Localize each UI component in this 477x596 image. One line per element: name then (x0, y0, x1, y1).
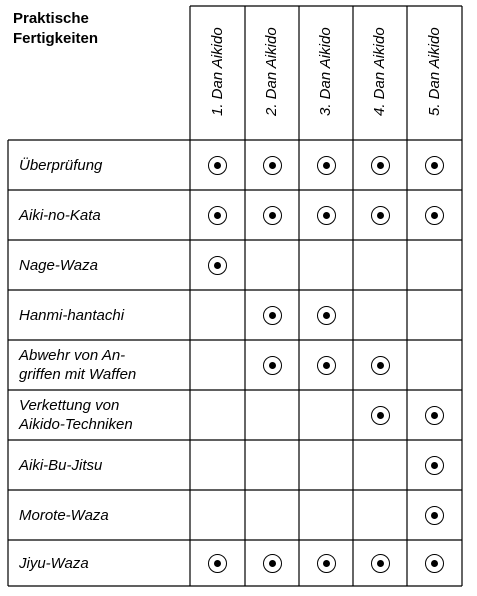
circled-dot-icon (317, 306, 336, 325)
row-label (19, 140, 187, 190)
circled-dot-icon (208, 206, 227, 225)
row-label-line: Nage-Waza (19, 256, 98, 274)
row-label (19, 290, 187, 340)
row-label-line: Morote-Waza (19, 506, 109, 524)
table-title (13, 9, 183, 49)
circled-dot-icon (317, 206, 336, 225)
row-label-line: Abwehr von An- (19, 347, 126, 364)
column-header (245, 6, 299, 134)
row-label-text (19, 554, 89, 573)
row-label-line: Hanmi-hantachi (19, 306, 125, 324)
row-label-line: Überprüfung (19, 156, 103, 174)
circled-dot-icon (425, 156, 444, 175)
circled-dot-icon (425, 506, 444, 525)
table-title-line-1: Praktische (13, 10, 89, 27)
row-label-line: Jiyu-Waza (19, 554, 89, 572)
circled-dot-icon (371, 554, 390, 573)
column-header-label: 1. Dan Aikido (208, 27, 226, 116)
table-title-line-2: Fertigkeiten (13, 30, 99, 47)
circled-dot-icon (317, 554, 336, 573)
circled-dot-icon (425, 206, 444, 225)
row-label-line: Verkettung von (19, 397, 120, 414)
circled-dot-icon (263, 156, 282, 175)
column-header-label: 5. Dan Aikido (425, 27, 443, 116)
column-header-label: 3. Dan Aikido (317, 27, 334, 116)
circled-dot-icon (263, 206, 282, 225)
row-label-line: Aiki-no-Kata (19, 206, 101, 224)
circled-dot-icon (208, 554, 227, 573)
row-label-text (19, 256, 98, 275)
circled-dot-icon (317, 356, 336, 375)
row-label-text (19, 346, 136, 384)
row-label (19, 490, 187, 540)
circled-dot-icon (425, 554, 444, 573)
row-label (19, 340, 187, 390)
column-header (353, 6, 407, 134)
column-header (407, 6, 462, 134)
circled-dot-icon (371, 356, 390, 375)
column-header-label: 4. Dan Aikido (371, 27, 388, 116)
circled-dot-icon (371, 206, 390, 225)
row-label-line: griffen mit Waffen (19, 366, 137, 383)
row-label-text (19, 506, 109, 525)
row-label-line: Aiki-Bu-Jitsu (19, 456, 103, 474)
circled-dot-icon (371, 406, 390, 425)
column-header (190, 6, 245, 134)
row-label (19, 190, 187, 240)
row-label (19, 390, 187, 440)
row-label-text (19, 156, 102, 175)
circled-dot-icon (425, 406, 444, 425)
row-label (19, 240, 187, 290)
circled-dot-icon (317, 156, 336, 175)
circled-dot-icon (208, 256, 227, 275)
circled-dot-icon (208, 156, 227, 175)
row-label (19, 540, 187, 586)
column-header-label: 2. Dan Aikido (263, 27, 280, 116)
row-label (19, 440, 187, 490)
circled-dot-icon (263, 306, 282, 325)
row-label-text (19, 206, 101, 225)
row-label-text (19, 456, 102, 475)
column-header (299, 6, 353, 134)
row-label-text (19, 396, 133, 434)
circled-dot-icon (263, 554, 282, 573)
row-label-line: Aikido-Techniken (19, 416, 133, 433)
row-label-text (19, 306, 124, 325)
circled-dot-icon (263, 356, 282, 375)
circled-dot-icon (425, 456, 444, 475)
circled-dot-icon (371, 156, 390, 175)
